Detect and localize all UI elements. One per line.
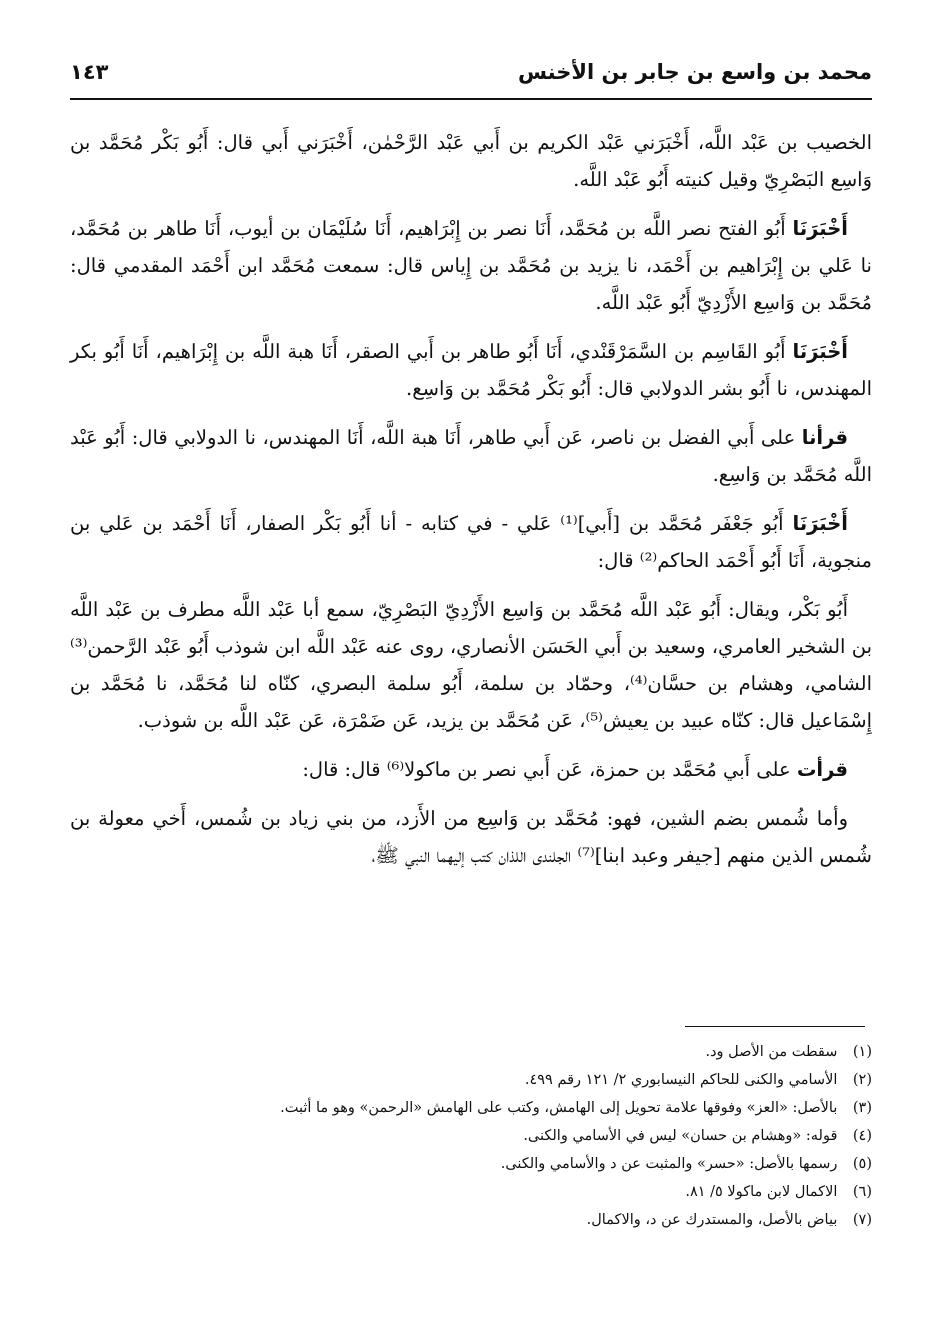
paragraph: أَبُو بَكْر، ويقال: أَبُو عَبْد اللَّه مُحَمَّد بن وَاسِع الأَزْدِيّ البَصْرِيّ، سمع أبا عَبْد اللَّه مطرف بن عَبْد اللَّه بن الشخير العامري، وسعيد بن أَبي الحَسَن الأنصاري، روى عنه عَبْد اللَّه ابن شوذب أَبُو عَبْد الرَّحمن⁽³⁾ الشامي، وهشام بن حسَّان⁽⁴⁾، وحمّاد بن سلمة، أَبُو سلمة البصري، كنّاه لنا مُحَمَّد، نا مُحَمَّد بن إِسْمَاعيل قال: كنّاه عبيد بن يعيش⁽⁵⁾، عَن مُحَمَّد بن يزيد، عَن ضَمْرَة، عَن عَبْد اللَّه بن شوذب. [70,598,872,732]
footnote-text: بياض بالأصل، والمستدرك عن د، والاكمال. [586,1212,838,1228]
paragraph-lead-word: أَخْبَرَنَا [792,217,848,240]
footnote [70,1150,872,1178]
paragraph: أَخْبَرَنَا أَبُو القَاسِم بن السَّمَرْقَنْدي، أَنَا أَبُو طاهر بن أَبي الصقر، أَنَا هبة اللَّه بن إِبْرَاهيم، أَنَا أَبُو بكر المهندس، نا أَبُو بشر الدولابي قال: أَبُو بَكْر مُحَمَّد بن وَاسِع. [70,340,872,400]
footnote-divider [685,1026,865,1027]
footnotes [70,1038,872,1234]
footnote-text: الأسامي والكنى للحاكم النيسابوري ٢/ ١٢١ رقم ٤٩٩. [524,1072,838,1088]
footnote [70,1066,872,1094]
footnote-number: (٤) [852,1128,872,1144]
running-title: محمد بن واسع بن جابر بن الأخنس [517,60,872,84]
footnote-number: (٧) [852,1212,872,1228]
footnote-number: (٥) [852,1156,872,1172]
footnote-text: سقطت من الأصل ود. [705,1044,838,1060]
paragraph-lead-word: أَخْبَرَنَا [792,340,848,363]
paragraph: قرأنا على أَبي الفضل بن ناصر، عَن أَبي طاهر، أَنَا هبة اللَّه، أَنَا المهندس، نا الدولابي قال: أَبُو عَبْد اللَّه مُحَمَّد بن وَاسِع. [70,426,872,486]
main-text [70,124,872,886]
footnote [70,1122,872,1150]
footnote-number: (٦) [852,1184,872,1200]
page-number: ١٤٣ [70,60,109,84]
paragraph-lead-word: أَخْبَرَنَا [792,512,848,535]
footnote [70,1206,872,1234]
page-header [70,56,872,100]
footnote [70,1178,872,1206]
footnote [70,1094,872,1122]
footnote-text: بالأصل: «العز» وفوقها علامة تحويل إلى الهامش، وكتب على الهامش «الرحمن» وهو ما أثبت. [280,1100,838,1116]
paragraph: قرأت على أَبي مُحَمَّد بن حمزة، عَن أَبي نصر بن ماكولا⁽⁶⁾ قال: قال: [302,758,848,781]
paragraph: وأما شُمس بضم الشين، فهو: مُحَمَّد بن وَاسِع من الأَزد، من بني زياد بن شُمس، أَخي معولة بن شُمس الذين منهم [جيفر وعبد ابنا]⁽⁷⁾ الجلندى اللذان كتب إليهما النبي ﷺ، [70,807,872,867]
footnote [70,1038,872,1066]
footnote-text: رسمها بالأصل: «حسر» والمثبت عن د والأسامي والكنى. [500,1156,838,1172]
footnote-number: (٣) [852,1100,872,1116]
footnote-number: (٢) [852,1072,872,1088]
footnote-text: الاكمال لابن ماكولا ٥/ ٨١. [685,1184,838,1200]
paragraph: أَخْبَرَنَا أَبُو الفتح نصر اللَّه بن مُحَمَّد، أَنَا نصر بن إِبْرَاهيم، أَنَا سُلَيْمَان بن أيوب، أَنَا طاهر بن مُحَمَّد، نا عَلي بن إِبْرَاهيم بن أَحْمَد، نا يزيد بن مُحَمَّد بن إِياس قال: سمعت مُحَمَّد ابن أَحْمَد المقدمي قال: مُحَمَّد بن وَاسِع الأَزْدِيّ أَبُو عَبْد اللَّه. [70,217,872,314]
paragraph: الخصيب بن عَبْد اللَّه، أَخْبَرَني عَبْد الكريم بن أَبي عَبْد الرَّحْمٰن، أَخْبَرَني أَبي قال: أَبُو بَكْر مُحَمَّد بن وَاسِع البَصْرِيّ وقيل كنيته أَبُو عَبْد اللَّه. [70,131,872,191]
footnote-text: قوله: «وهشام بن حسان» ليس في الأسامي والكنى. [523,1128,838,1144]
header-divider [70,98,872,100]
paragraph-lead-word: قرأت [796,758,848,781]
paragraph: أَخْبَرَنَا أَبُو جَعْفَر مُحَمَّد بن [أَبي]⁽¹⁾ عَلي - في كتابه - أنا أَبُو بَكْر الصفار، أَنَا أَحْمَد بن عَلي بن منجوية، أَنَا أَبُو أَحْمَد الحاكم⁽²⁾ قال: [70,512,872,572]
footnote-number: (١) [852,1044,872,1060]
paragraph-lead-word: قرأنا [801,426,848,449]
